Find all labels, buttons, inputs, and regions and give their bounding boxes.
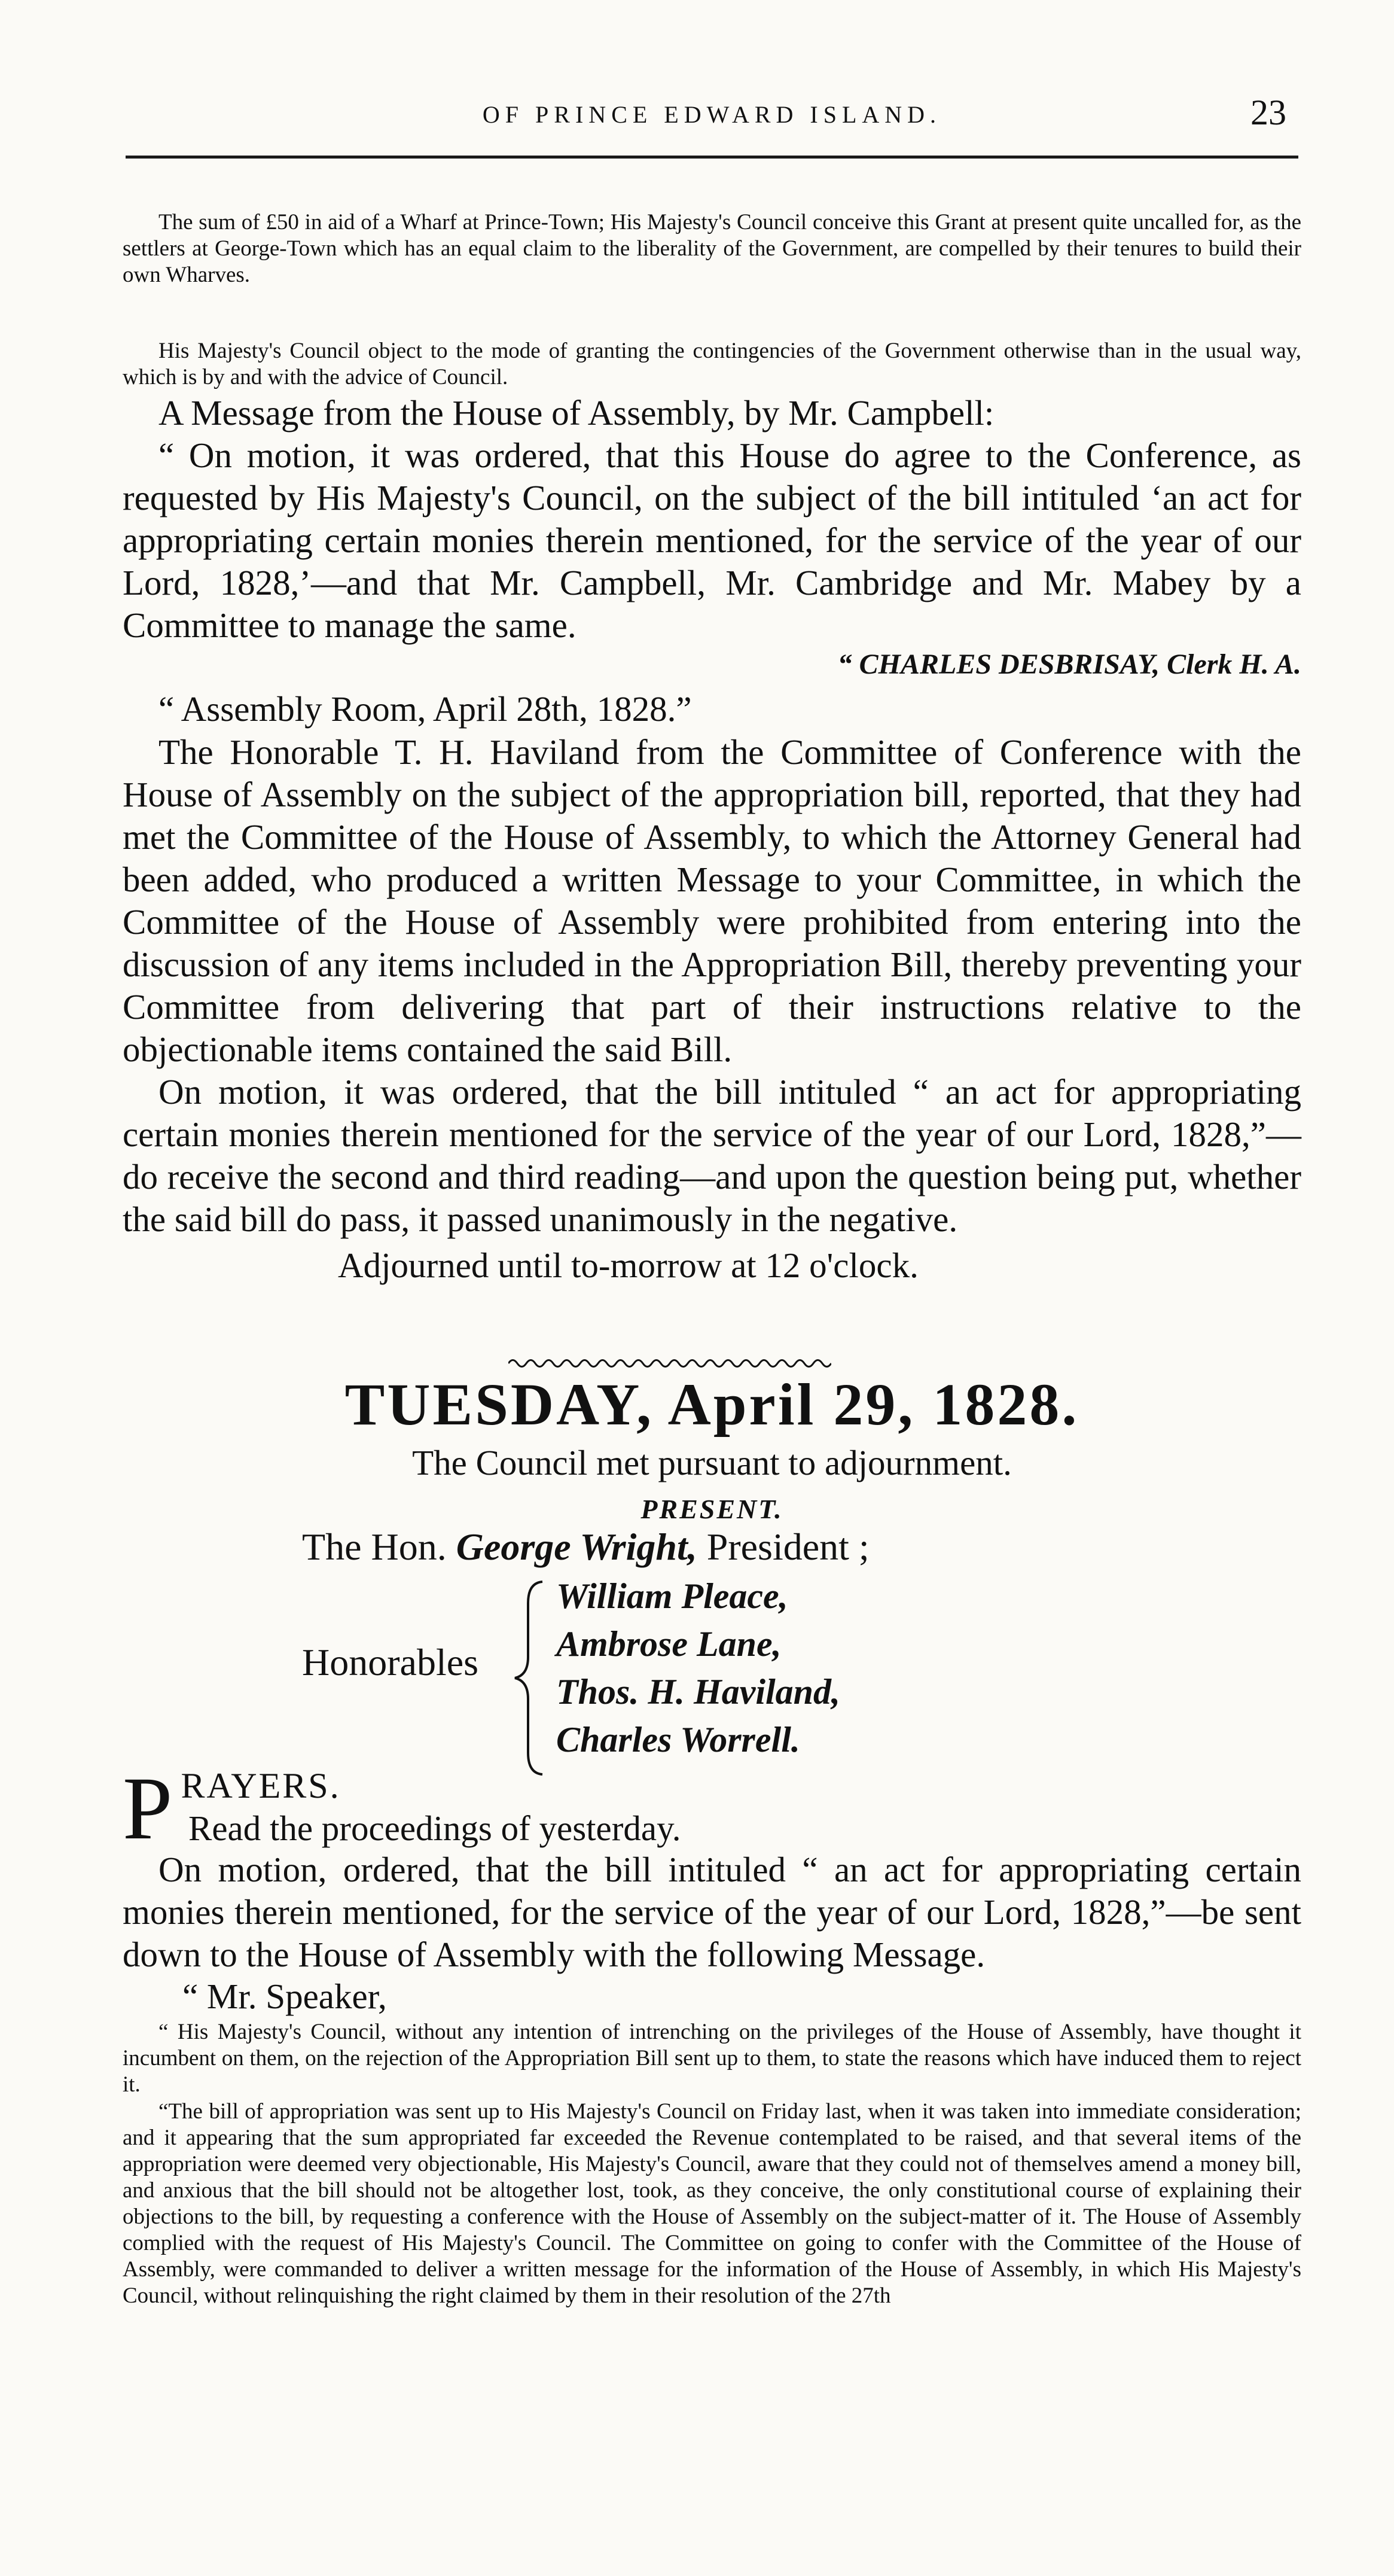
wharf-paragraph [123, 209, 1301, 288]
council-message-text-1: “ His Majesty's Council, without any intention of intrenching on the privileges of the House of Assembly, have thought it incumbent on them, on the rejection of the Appropriation Bill sent up to them, to state the reasons which have induced them to reject it. [123, 2020, 1301, 2097]
honorable-name: Thos. H. Haviland, [556, 1672, 841, 1712]
wavy-divider [508, 1357, 831, 1370]
contingencies-paragraph [123, 338, 1301, 391]
honorable-name: William Pleace, [556, 1576, 788, 1616]
day-heading [123, 1370, 1301, 1439]
haviland-report-text: The Honorable T. H. Haviland from the Committee of Conference with the House of Assembly on the subject of the appropriation bill, reported, that they had met the Committee of the House of Assembly, to which the Attorney General had been added, who produced a written Message to your Committee, in which the Committee of the House of Assembly were prohibited from entering into the discussion of any items included in the Appropriation Bill, thereby preventing your Committee from delivering that part of their instructions relative to the objectionable items contained the said Bill. [123, 732, 1301, 1069]
prayers-dropcap: P [123, 1759, 173, 1858]
honorables-list [556, 1572, 840, 1764]
honorable-name: Charles Worrell. [556, 1720, 800, 1759]
present-heading [123, 1493, 1301, 1525]
clerk-signature [123, 648, 1301, 681]
president-line [302, 1523, 870, 1572]
assembly-room-text: “ Assembly Room, April 28th, 1828.” [158, 689, 692, 729]
motion-bill-text: On motion, it was ordered, that the bill intituled “ an act for appropriating certain monies therein mentioned for the service of the year of our Lord, 1828,”—do receive the second and third reading—and upon the question being put, whether the said bill do pass, it passed unanimously in the negative. [123, 1072, 1301, 1239]
motion-sent-paragraph [123, 1849, 1301, 1976]
honorables-label: Honorables [302, 1641, 479, 1683]
president-name: George Wright, [456, 1525, 697, 1568]
assembly-room-date [123, 688, 1301, 730]
prayers-word: RAYERS. [181, 1766, 341, 1805]
curly-brace-icon [511, 1579, 547, 1777]
running-title: OF PRINCE EDWARD ISLAND. [482, 101, 942, 128]
day-heading-text: TUESDAY, April 29, 1828. [344, 1371, 1079, 1438]
adjourned-line [123, 1244, 1301, 1287]
mr-speaker-text: “ Mr. Speaker, [182, 1977, 387, 2016]
read-proceedings: Read the proceedings of yesterday. [188, 1808, 681, 1848]
message-body-text: “ On motion, it was ordered, that this House do agree to the Conference, as requested by His Majesty's Council, on the subject of the bill intituled ‘an act for appropriating certain monies therein mentioned, for the service of the year of our Lord, 1828,’—and that Mr. Campbell, Mr. Cambridge and Mr. Mabey by a Committee to manage the same. [123, 436, 1301, 645]
council-message-para-2 [123, 2099, 1301, 2309]
council-met-text: The Council met pursuant to adjournment. [412, 1443, 1012, 1482]
running-header [126, 90, 1298, 159]
president-prefix: The Hon. [302, 1525, 447, 1568]
page-number: 23 [1250, 93, 1286, 132]
motion-bill-paragraph [123, 1071, 1301, 1241]
present-label: PRESENT. [640, 1494, 783, 1524]
motion-sent-text: On motion, ordered, that the bill intituled “ an act for appropriating certain monies therein mentioned, for the service of the year of our Lord, 1828,”—be sent down to the House of Assembly with the following Message. [123, 1850, 1301, 1974]
message-intro [123, 392, 1301, 434]
contingencies-text: His Majesty's Council object to the mode of granting the contingencies of the Government otherwise than in the usual way, which is by and with the advice of Council. [123, 339, 1301, 389]
haviland-report [123, 731, 1301, 1071]
honorable-name: Ambrose Lane, [556, 1624, 782, 1664]
council-met-line [123, 1442, 1301, 1484]
wharf-text: The sum of £50 in aid of a Wharf at Prince-Town; His Majesty's Council conceive this Grant at present quite uncalled for, as the settlers at George-Town which has an equal claim to the liberality of the Government, are compelled by their tenures to build their own Wharves. [123, 210, 1301, 287]
president-title: President ; [706, 1525, 870, 1568]
prayers-paragraph [123, 1759, 1301, 1858]
mr-speaker-line [123, 1975, 1301, 2018]
council-message-para-1 [123, 2019, 1301, 2098]
message-body [123, 434, 1301, 647]
clerk-signature-text: “ CHARLES DESBRISAY, Clerk H. A. [837, 648, 1301, 680]
adjourned-text: Adjourned until to-morrow at 12 o'clock. [338, 1246, 919, 1285]
message-intro-text: A Message from the House of Assembly, by Mr. Campbell: [158, 393, 995, 433]
council-message-text-2: “The bill of appropriation was sent up to His Majesty's Council on Friday last, when it was taken into immediate consideration; and it appearing that the sum appropriated far exceeded the Revenue contemplated to be raised, and that several items of the appropriation were deemed very objectionable, His Majesty's Council, aware that they could not of themselves amend a money bill, and anxious that the bill should not be altogether lost, took, as they conceive, the only constitutional course of explaining their objections to the bill, by requesting a conference with the House of Assembly on the subject-matter of it. The House of Assembly complied with the request of His Majesty's Council. The Committee on going to confer with the Committee of the House of Assembly, were commanded to deliver a written message for the information of the House of Assembly, in which His Majesty's Council, without relinquishing the right claimed by them in their resolution of the 27th [123, 2099, 1301, 2308]
